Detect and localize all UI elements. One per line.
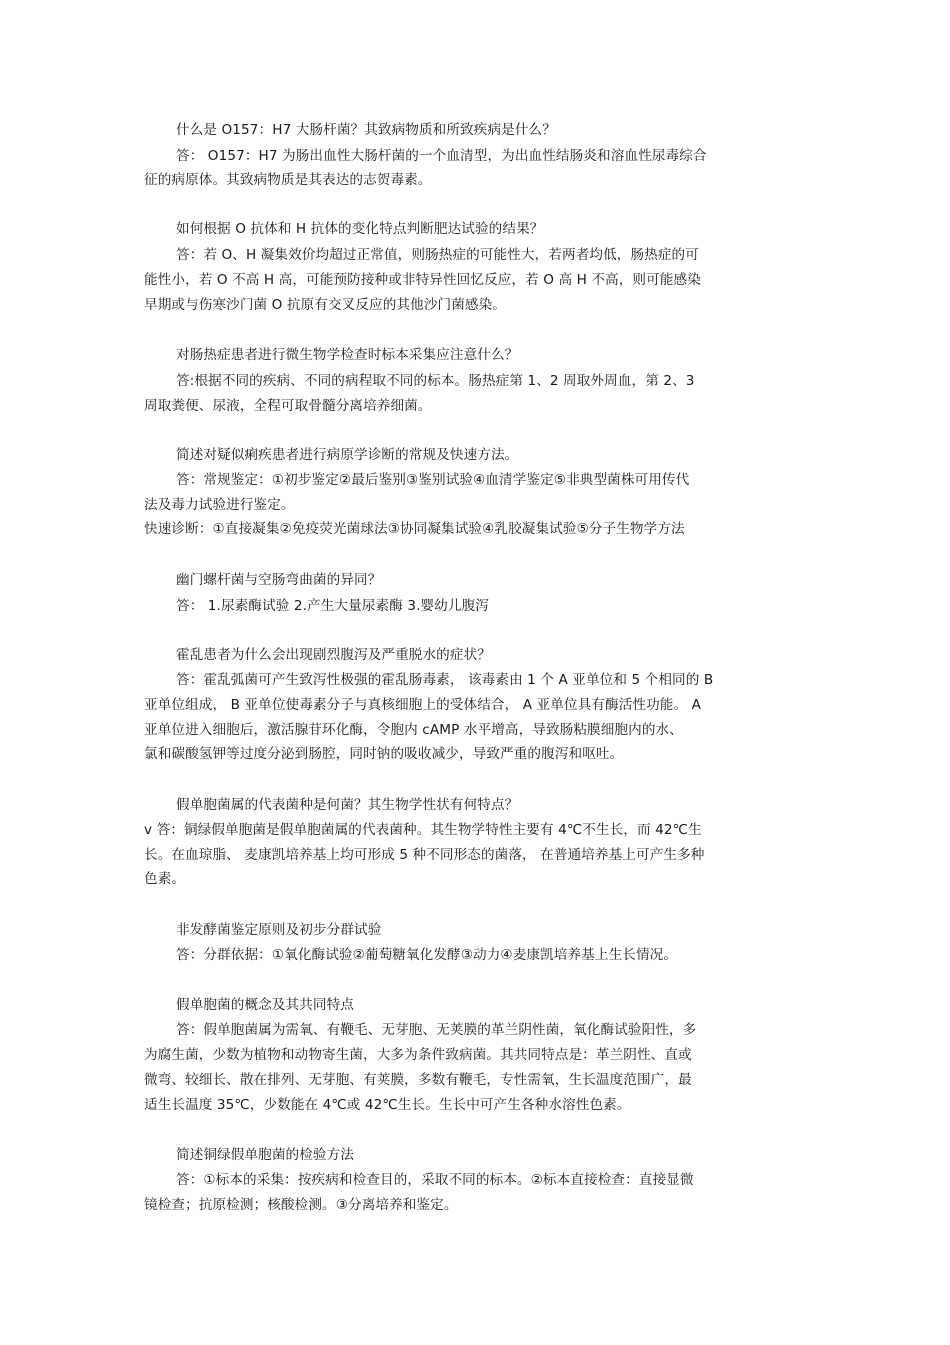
answer-4-line-2: 法及毒力试验进行鉴定。 [144, 497, 295, 513]
question-10: 简述铜绿假单胞菌的检验方法 [176, 1147, 355, 1163]
question-3: 对肠热症患者进行微生物学检查时标本采集应注意什么？ [176, 347, 519, 363]
answer-9-line-3: 微弯、较细长、散在排列、无芽胞、有荚膜，多数有鞭毛，专性需氧，生长温度范围广，最 [144, 1072, 692, 1088]
answer-9-line-2: 为腐生菌，少数为植物和动物寄生菌，大多为条件致病菌。其共同特点是：革兰阴性、直或 [144, 1047, 692, 1063]
question-1: 什么是 O157：H7 大肠杆菌？其致病物质和所致疾病是什么？ [176, 122, 556, 138]
answer-2-line-2: 能性小，若 O 不高 H 高，可能预防接种或非特异性回忆反应，若 O 高 H 不高，则可能感染 [144, 272, 701, 288]
question-2: 如何根据 O 抗体和 H 抗体的变化特点判断肥达试验的结果？ [176, 221, 544, 237]
answer-2-line-1: 答：若 O、H 凝集效价均超过正常值，则肠热症的可能性大，若两者均低，肠热症的可 [176, 247, 699, 263]
answer-6-line-2: 亚单位组成， B 亚单位使毒素分子与真核细胞上的受体结合， A 亚单位具有酶活性功能。 A [144, 697, 701, 713]
question-8: 非发酵菌鉴定原则及初步分群试验 [176, 922, 382, 938]
answer-8-line-1: 答：分群依据：①氧化酶试验②葡萄糖氧化发酵③动力④麦康凯培养基上生长情况。 [176, 947, 678, 963]
question-9: 假单胞菌的概念及其共同特点 [176, 997, 355, 1013]
answer-3-line-2: 周取粪便、尿液，全程可取骨髓分离培养细菌。 [144, 398, 432, 414]
answer-4-line-1: 答：常规鉴定：①初步鉴定②最后鉴别③鉴别试验④血清学鉴定⑤非典型菌株可用传代 [176, 472, 690, 488]
answer-6-line-1: 答：霍乱弧菌可产生致泻性极强的霍乱肠毒素， 该毒素由 1 个 A 亚单位和 5 个相同的 B [176, 672, 714, 688]
answer-1-line-1: 答： O157：H7 为肠出血性大肠杆菌的一个血清型，为出血性结肠炎和溶血性尿毒综合 [176, 148, 707, 164]
answer-6-line-4: 氯和碳酸氢钾等过度分泌到肠腔，同时钠的吸收减少，导致严重的腹泻和呕吐。 [144, 746, 624, 762]
answer-1-line-2: 征的病原体。其致病物质是其表达的志贺毒素。 [144, 172, 432, 188]
question-5: 幽门螺杆菌与空肠弯曲菌的异同？ [176, 572, 382, 588]
answer-7-line-2: 长。在血琼脂、 麦康凯培养基上均可形成 5 种不同形态的菌落， 在普通培养基上可产生多种 [144, 847, 705, 863]
answer-4-line-3: 快速诊断：①直接凝集②免疫荧光菌球法③协同凝集试验④乳胶凝集试验⑤分子生物学方法 [144, 521, 685, 537]
answer-7-line-1: v 答：铜绿假单胞菌是假单胞菌属的代表菌种。其生物学特性主要有 4℃不生长，而 42℃生 [144, 822, 702, 838]
answer-5-line-1: 答： 1.尿素酶试验 2.产生大量尿素酶 3.婴幼儿腹泻 [176, 598, 489, 614]
answer-6-line-3: 亚单位进入细胞后，激活腺苷环化酶，令胞内 cAMP 水平增高，导致肠粘膜细胞内的水、 [144, 722, 683, 738]
answer-3-line-1: 答:根据不同的疾病、不同的病程取不同的标本。肠热症第 1、2 周取外周血，第 2、3 [176, 373, 695, 389]
question-4: 简述对疑似痢疾患者进行病原学诊断的常规及快速方法。 [176, 447, 519, 463]
question-7: 假单胞菌属的代表菌种是何菌？其生物学性状有何特点？ [176, 797, 519, 813]
answer-9-line-4: 适生长温度 35℃，少数能在 4℃或 42℃生长。生长中可产生各种水溶性色素。 [144, 1097, 631, 1113]
question-6: 霍乱患者为什么会出现剧烈腹泻及严重脱水的症状？ [176, 647, 491, 663]
answer-9-line-1: 答：假单胞菌属为需氧、有鞭毛、无芽胞、无荚膜的革兰阴性菌，氧化酶试验阳性，多 [176, 1022, 697, 1038]
answer-2-line-3: 早期或与伤寒沙门菌 O 抗原有交叉反应的其他沙门菌感染。 [144, 297, 506, 313]
answer-10-line-2: 镜检查；抗原检测；核酸检测。③分离培养和鉴定。 [144, 1197, 458, 1213]
answer-10-line-1: 答：①标本的采集：按疾病和检查目的，采取不同的标本。②标本直接检查：直接显微 [176, 1172, 694, 1188]
answer-7-line-3: 色素。 [144, 871, 186, 887]
